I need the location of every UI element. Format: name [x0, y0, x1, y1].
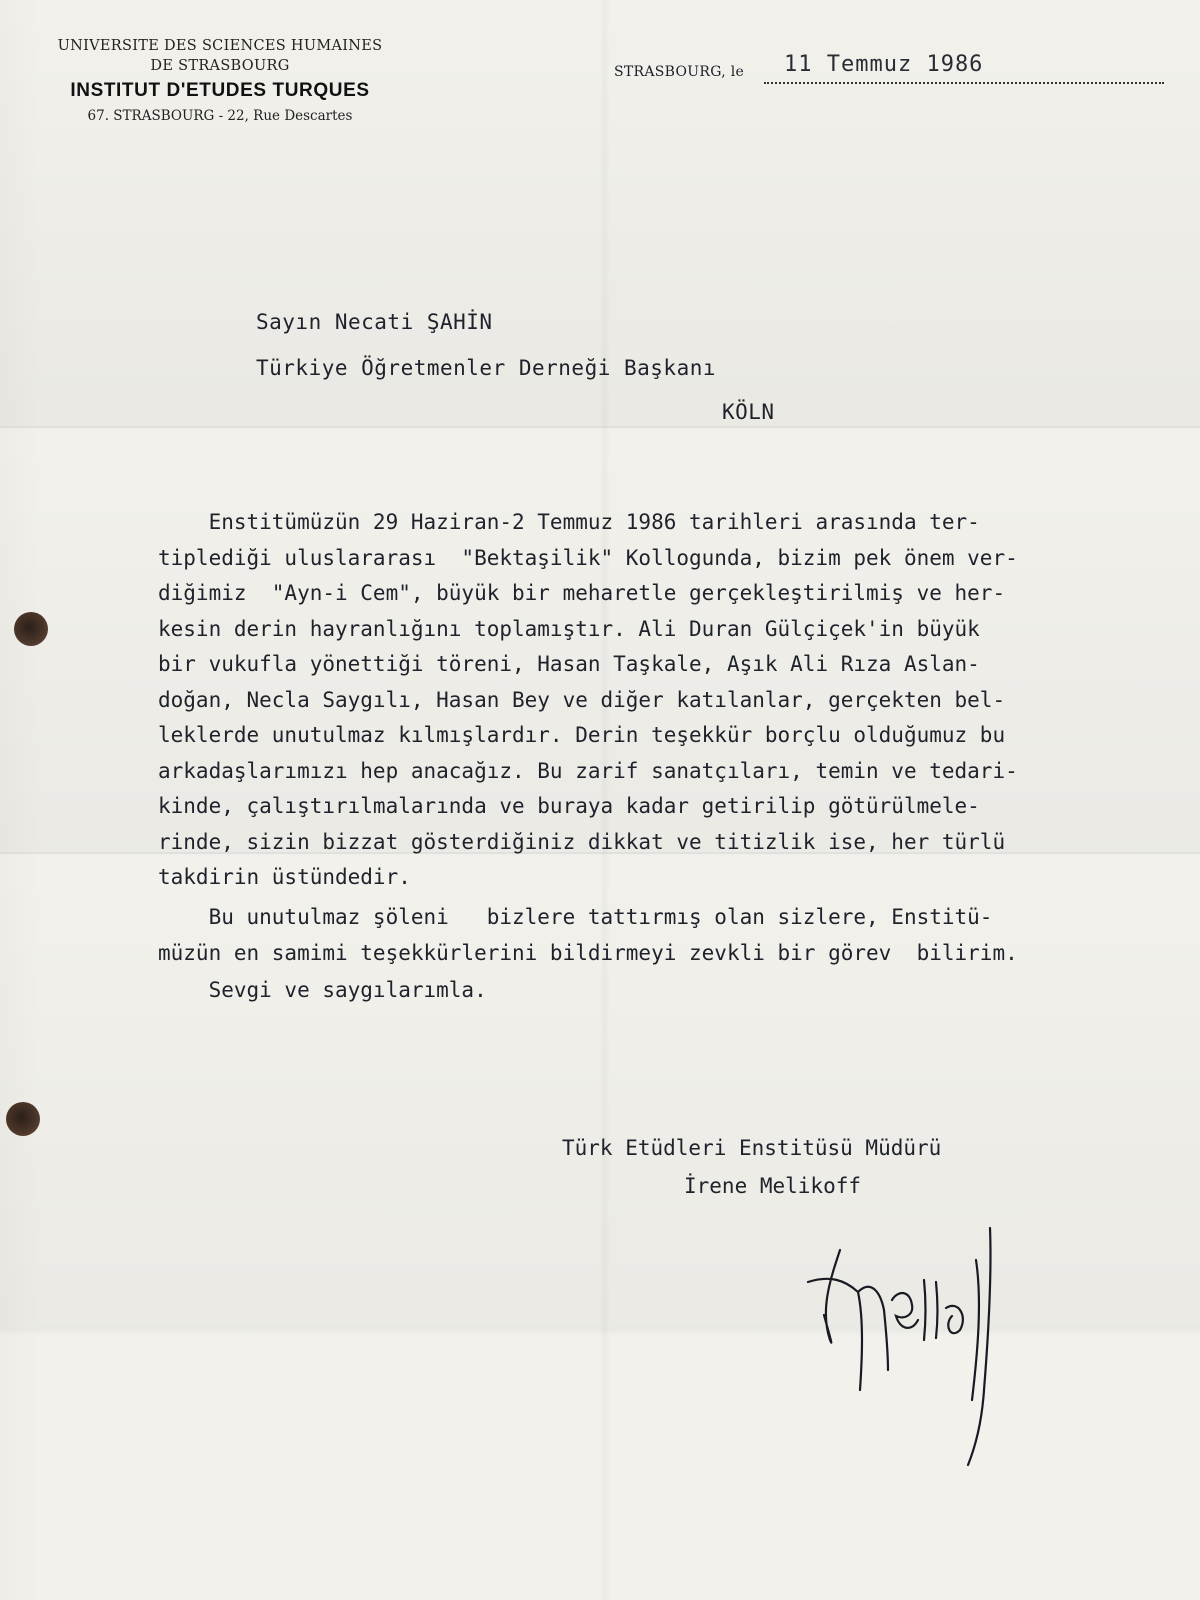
dateline: [614, 52, 1174, 92]
university-city: DE STRASBOURG: [150, 58, 290, 74]
signatory-name: İrene Melikoff: [684, 1174, 862, 1198]
body-line: arkadaşlarımızı hep anacağız. Bu zarif sanatçıları, temin ve tedari-: [158, 759, 1018, 783]
institute-name: INSTITUT D'ETUDES TURQUES: [70, 80, 370, 101]
body-line: Bu unutulmaz şöleni bizlere tattırmış olan sizlere, Enstitü-: [158, 905, 993, 929]
body-line: Enstitümüzün 29 Haziran-2 Temmuz 1986 tarihleri arasında ter-: [158, 510, 980, 534]
recipient-name: Sayın Necati ŞAHİN: [256, 310, 493, 334]
dateline-place: STRASBOURG, le: [614, 64, 745, 80]
handwritten-signature: [800, 1220, 1020, 1470]
body-line: müzün en samimi teşekkürlerini bildirmeyi zevkli bir görev bilirim.: [158, 941, 1018, 965]
body-line: doğan, Necla Saygılı, Hasan Bey ve diğer katılanlar, gerçekten bel-: [158, 688, 1006, 712]
body-line: takdirin üstündedir.: [158, 865, 411, 889]
body-line: leklerde unutulmaz kılmışlardır. Derin teşekkür borçlu olduğumuz bu: [158, 723, 1006, 747]
body-line: tiplediği uluslararası "Bektaşilik" Kollogunda, bizim pek önem ver-: [158, 546, 1018, 570]
signatory-title: Türk Etüdleri Enstitüsü Müdürü: [562, 1136, 942, 1160]
punch-hole: [6, 1102, 40, 1136]
punch-hole: [14, 612, 48, 646]
fold-crease: [0, 426, 1200, 428]
letterhead: [40, 36, 400, 126]
body-line: bir vukufla yönettiği töreni, Hasan Taşkale, Aşık Ali Rıza Aslan-: [158, 652, 980, 676]
body-line: Sevgi ve saygılarımla.: [158, 978, 487, 1002]
letter-date: 11 Temmuz 1986: [784, 52, 984, 77]
recipient-city: KÖLN: [722, 400, 775, 424]
body-line: kinde, çalıştırılmalarında ve buraya kadar getirilip götürülmele-: [158, 794, 980, 818]
dotted-rule: [764, 82, 1164, 84]
recipient-title: Türkiye Öğretmenler Derneği Başkanı: [256, 356, 717, 380]
body-line: kesin derin hayranlığını toplamıştır. Ali Duran Gülçiçek'in büyük: [158, 617, 980, 641]
university-name: UNIVERSITE DES SCIENCES HUMAINES: [57, 38, 383, 54]
institute-address: 67. STRASBOURG - 22, Rue Descartes: [87, 108, 353, 124]
body-line: diğimiz "Ayn-i Cem", büyük bir meharetle gerçekleştirilmiş ve her-: [158, 581, 1006, 605]
body-line: rinde, sizin bizzat gösterdiğiniz dikkat ve titizlik ise, her türlü: [158, 830, 1006, 854]
